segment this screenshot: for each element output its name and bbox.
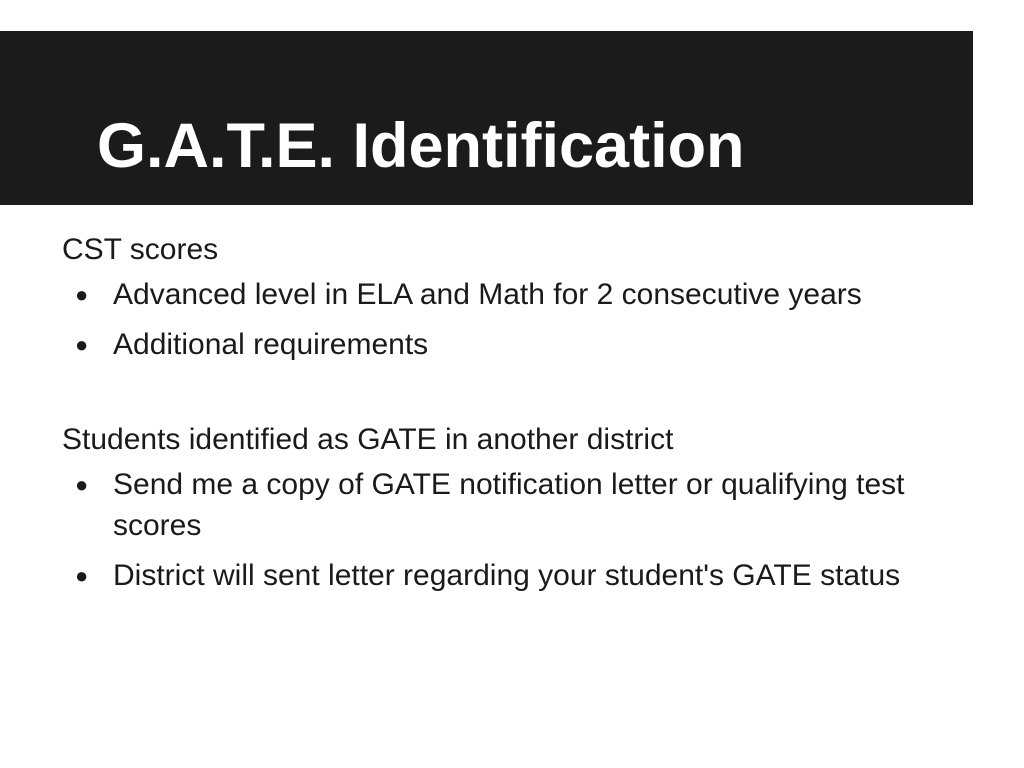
bullet-item bbox=[62, 324, 972, 365]
bullet-text: Additional requirements bbox=[113, 328, 429, 361]
bullet-text: District will sent letter regarding your student's GATE status bbox=[113, 559, 901, 592]
bullet-text: Advanced level in ELA and Math for 2 consecutive years bbox=[113, 278, 862, 311]
slide-title: G.A.T.E. Identification bbox=[97, 111, 745, 181]
section-other-district bbox=[62, 419, 972, 596]
bullet-dot-icon: ● bbox=[75, 472, 89, 497]
bullet-item bbox=[62, 464, 972, 546]
bullet-dot-icon: ● bbox=[75, 332, 89, 357]
section-heading: Students identified as GATE in another district bbox=[62, 423, 674, 456]
section-heading: CST scores bbox=[62, 233, 219, 266]
bullet-list bbox=[62, 464, 972, 596]
bullet-list bbox=[62, 274, 972, 365]
bullet-dot-icon: ● bbox=[75, 563, 89, 588]
section-cst-scores bbox=[62, 229, 972, 365]
bullet-text: Send me a copy of GATE notification letter or qualifying test scores bbox=[113, 468, 905, 542]
bullet-dot-icon: ● bbox=[75, 282, 89, 307]
bullet-item bbox=[62, 555, 972, 596]
bullet-item bbox=[62, 274, 972, 315]
slide-body bbox=[62, 229, 972, 650]
